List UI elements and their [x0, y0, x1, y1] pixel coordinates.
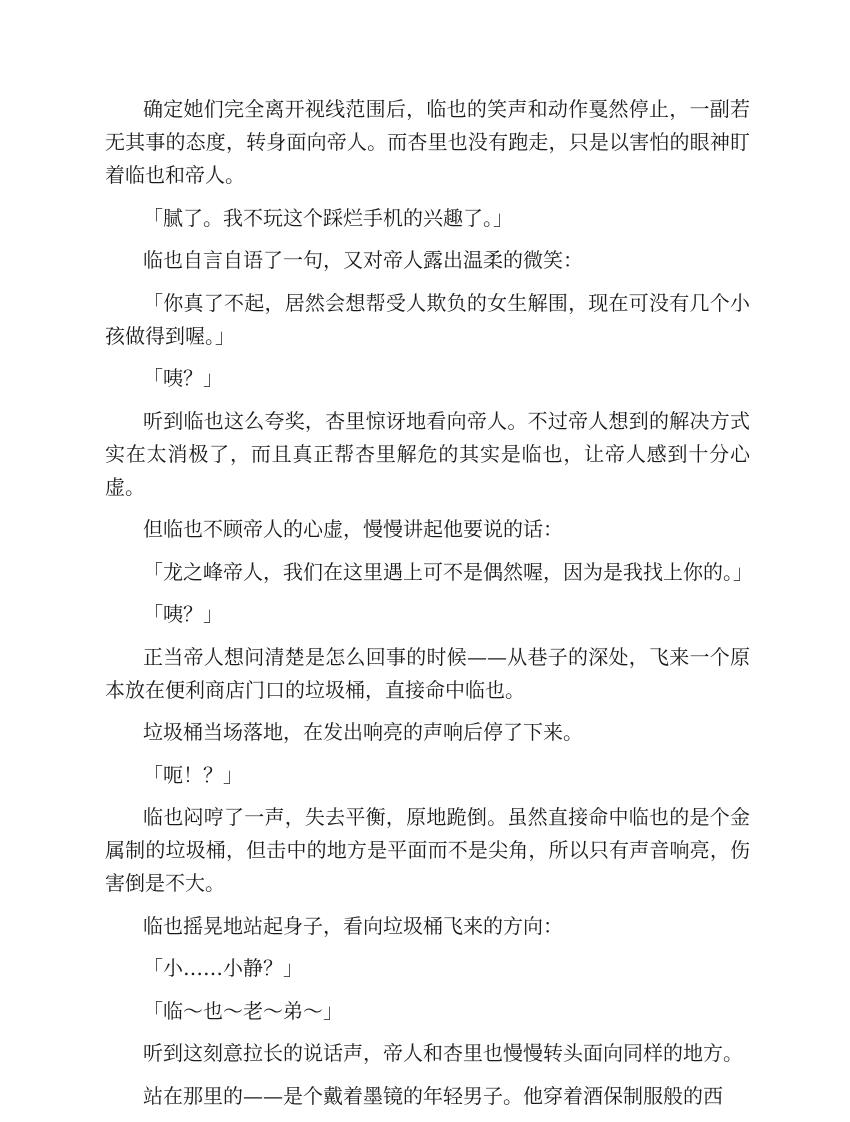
paragraph: 临也自言自语了一句，又对帝人露出温柔的微笑： [143, 248, 583, 272]
paragraph: 「小……小静？」 [143, 956, 303, 980]
paragraph: 「龙之峰帝人，我们在这里遇上可不是偶然喔，因为是我找上你的。」 [143, 559, 753, 584]
paragraph: 「临～也～老～弟～」 [143, 998, 343, 1023]
paragraph: 「咦？」 [143, 602, 223, 626]
paragraph: 临也摇晃地站起身子，看向垃圾桶飞来的方向： [143, 913, 563, 938]
page-body [105, 93, 753, 1122]
paragraph: 听到临也这么夸奖，杏里惊讶地看向帝人。不过帝人想到的解决方式实在太消极了，而且真正帮杏里解危的其实是临也，让帝人感到十分心虚。 [105, 408, 750, 499]
paragraph: 垃圾桶当场落地，在发出响亮的声响后停了下来。 [143, 720, 583, 744]
paragraph: 站在那里的——是个戴着墨镜的年轻男子。他穿着酒保制服般的西 [143, 1083, 723, 1108]
paragraph: 「呃！？」 [143, 762, 243, 787]
paragraph: 临也闷哼了一声，失去平衡，原地跪倒。虽然直接命中临也的是个金属制的垃圾桶，但击中的地方是平面而不是尖角，所以只有声音响亮，伤害倒是不大。 [105, 805, 750, 895]
paragraph: 「你真了不起，居然会想帮受人欺负的女生解围，现在可没有几个小孩做得到喔。」 [105, 290, 750, 348]
paragraph: 但临也不顾帝人的心虚，慢慢讲起他要说的话： [143, 517, 563, 541]
paragraph: 听到这刻意拉长的说话声，帝人和杏里也慢慢转头面向同样的地方。 [143, 1041, 743, 1065]
paragraph: 确定她们完全离开视线范围后，临也的笑声和动作戛然停止，一副若无其事的态度，转身面向帝人。而杏里也没有跑走，只是以害怕的眼神盯着临也和帝人。 [105, 97, 750, 187]
paragraph: 「腻了。我不玩这个踩烂手机的兴趣了。」 [143, 205, 513, 230]
paragraph: 「咦？」 [143, 366, 223, 390]
paragraph: 正当帝人想问清楚是怎么回事的时候——从巷子的深处，飞来一个原本放在便利商店门口的垃圾桶，直接命中临也。 [105, 644, 750, 702]
